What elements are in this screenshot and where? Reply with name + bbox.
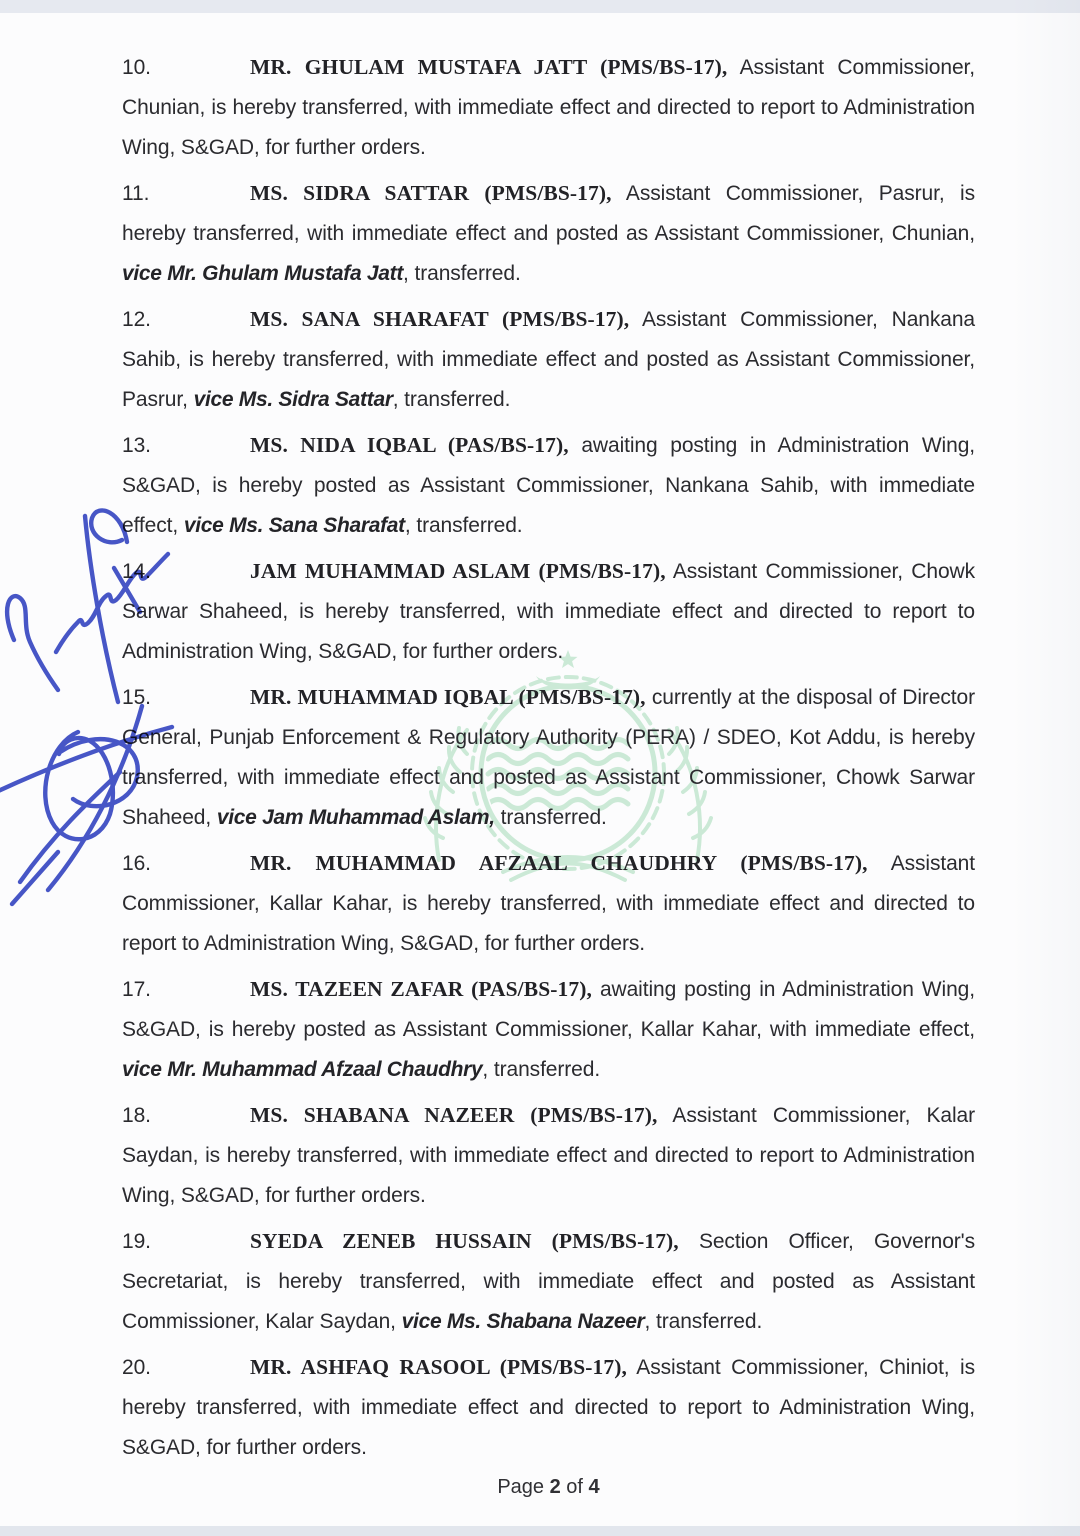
footer-page-number: 2 xyxy=(549,1476,561,1498)
paragraph-text: awaiting posting in Administration Wing, S&GAD, is hereby posted as Assistant Commissioner, Kallar Kahar, with immediate effect, xyxy=(122,978,975,1041)
paragraph-tail: transferred. xyxy=(494,806,607,829)
order-paragraph xyxy=(122,1347,975,1468)
officer-name: MR. ASHFAQ RASOOL (PMS/BS-17), xyxy=(250,1355,627,1379)
paragraph-text: Assistant Commissioner, Pasrur, is hereby transferred, with immediate effect and posted as Assistant Commissioner, Chunian, xyxy=(122,182,975,245)
paragraph-number: 18. xyxy=(122,1104,151,1127)
paragraph-number: 15. xyxy=(122,686,151,709)
order-paragraph xyxy=(122,299,975,420)
order-paragraph xyxy=(122,173,975,294)
paragraph-text: awaiting posting in Administration Wing, S&GAD, is hereby posted as Assistant Commissioner, Nankana Sahib, with immediate effect, xyxy=(122,434,976,537)
order-paragraphs xyxy=(122,47,975,1468)
footer-text-page: Page xyxy=(497,1476,550,1498)
order-paragraph xyxy=(122,551,975,672)
paragraph-number: 11. xyxy=(122,182,150,205)
paragraph-text: currently at the disposal of Director General, Punjab Enforcement & Regulatory Authority (PERA) / SDEO, Kot Addu, is hereby transferred, with immediate effect and posted as Assistant Commissioner, Chowk Sarwar Shaheed, xyxy=(122,686,976,829)
page-footer xyxy=(122,1474,975,1500)
officer-name: MR. MUHAMMAD AFZAAL CHAUDHRY (PMS/BS-17), xyxy=(250,851,868,875)
paragraph-text: Assistant Commissioner, Chowk Sarwar Shaheed, is hereby transferred, with immediate effect and directed to report to Administration Wing, S&GAD, for further orders. xyxy=(122,560,976,663)
paragraph-text: Assistant Commissioner, Chunian, is hereby transferred, with immediate effect and directed to report to Administration Wing, S&GAD, for further orders. xyxy=(122,56,975,159)
officer-name: MS. SHABANA NAZEER (PMS/BS-17), xyxy=(250,1103,658,1127)
paragraph-text: Assistant Commissioner, Kalar Saydan, is hereby transferred, with immediate effect and directed to report to Administration Wing, S&GAD, for further orders. xyxy=(122,1104,975,1207)
vice-officer-name: vice Mr. Ghulam Mustafa Jatt xyxy=(122,262,404,285)
officer-name: MR. GHULAM MUSTAFA JATT (PMS/BS-17), xyxy=(250,55,728,79)
paragraph-number: 20. xyxy=(122,1356,151,1379)
document-body xyxy=(122,47,975,1500)
order-paragraph xyxy=(122,1095,975,1216)
paragraph-number: 16. xyxy=(122,852,151,875)
footer-text-of: of xyxy=(560,1476,589,1498)
officer-name: MS. SANA SHARAFAT (PMS/BS-17), xyxy=(250,307,630,331)
vice-officer-name: vice Jam Muhammad Aslam, xyxy=(216,806,495,829)
vice-officer-name: vice Ms. Sidra Sattar xyxy=(193,388,393,411)
order-paragraph xyxy=(122,677,975,838)
officer-name: MS. NIDA IQBAL (PAS/BS-17), xyxy=(250,433,569,457)
order-paragraph xyxy=(122,1221,975,1342)
paragraph-number: 12. xyxy=(122,308,151,331)
scan-shadow-right xyxy=(1010,0,1080,1536)
officer-name: MS. TAZEEN ZAFAR (PAS/BS-17), xyxy=(250,977,592,1001)
footer-total-pages: 4 xyxy=(588,1476,600,1498)
vice-officer-name: vice Ms. Sana Sharafat xyxy=(183,514,405,537)
order-paragraph xyxy=(122,843,975,964)
officer-name: JAM MUHAMMAD ASLAM (PMS/BS-17), xyxy=(250,559,666,583)
paragraph-tail: , transferred. xyxy=(403,262,521,285)
paragraph-tail: , transferred. xyxy=(644,1310,763,1333)
paragraph-number: 19. xyxy=(122,1230,151,1253)
paragraph-text: Assistant Commissioner, Chiniot, is hereby transferred, with immediate effect and directed to report to Administration Wing, S&GAD, for further orders. xyxy=(122,1356,975,1459)
paragraph-number: 13. xyxy=(122,434,151,457)
order-paragraph xyxy=(122,47,975,168)
officer-name: MS. SIDRA SATTAR (PMS/BS-17), xyxy=(250,181,612,205)
officer-name: SYEDA ZENEB HUSSAIN (PMS/BS-17), xyxy=(250,1229,679,1253)
vice-officer-name: vice Mr. Muhammad Afzaal Chaudhry xyxy=(122,1058,483,1081)
paragraph-number: 17. xyxy=(122,978,151,1001)
officer-name: MR. MUHAMMAD IQBAL (PMS/BS-17), xyxy=(250,685,646,709)
paragraph-text: Assistant Commissioner, Nankana Sahib, is hereby transferred, with immediate effect and posted as Assistant Commissioner, Pasrur, xyxy=(122,308,976,411)
paragraph-text: Assistant Commissioner, Kallar Kahar, is hereby transferred, with immediate effect and directed to report to Administration Wing, S&GAD, for further orders. xyxy=(122,852,975,955)
order-paragraph xyxy=(122,425,975,546)
paragraph-tail: , transferred. xyxy=(482,1058,601,1081)
scanner-edge-band-bottom xyxy=(0,1526,1080,1536)
signature-ink xyxy=(0,490,200,920)
paragraph-number: 10. xyxy=(122,56,151,79)
vice-officer-name: vice Ms. Shabana Nazeer xyxy=(401,1310,645,1333)
paragraph-tail: , transferred. xyxy=(404,514,523,537)
paragraph-number: 14. xyxy=(122,560,151,583)
paragraph-text: Section Officer, Governor's Secretariat, is hereby transferred, with immediate effect and posted as Assistant Commissioner, Kalar Saydan, xyxy=(122,1230,975,1333)
scanner-edge-band-top xyxy=(0,0,1080,13)
paragraph-tail: , transferred. xyxy=(392,388,511,411)
order-paragraph xyxy=(122,969,975,1090)
